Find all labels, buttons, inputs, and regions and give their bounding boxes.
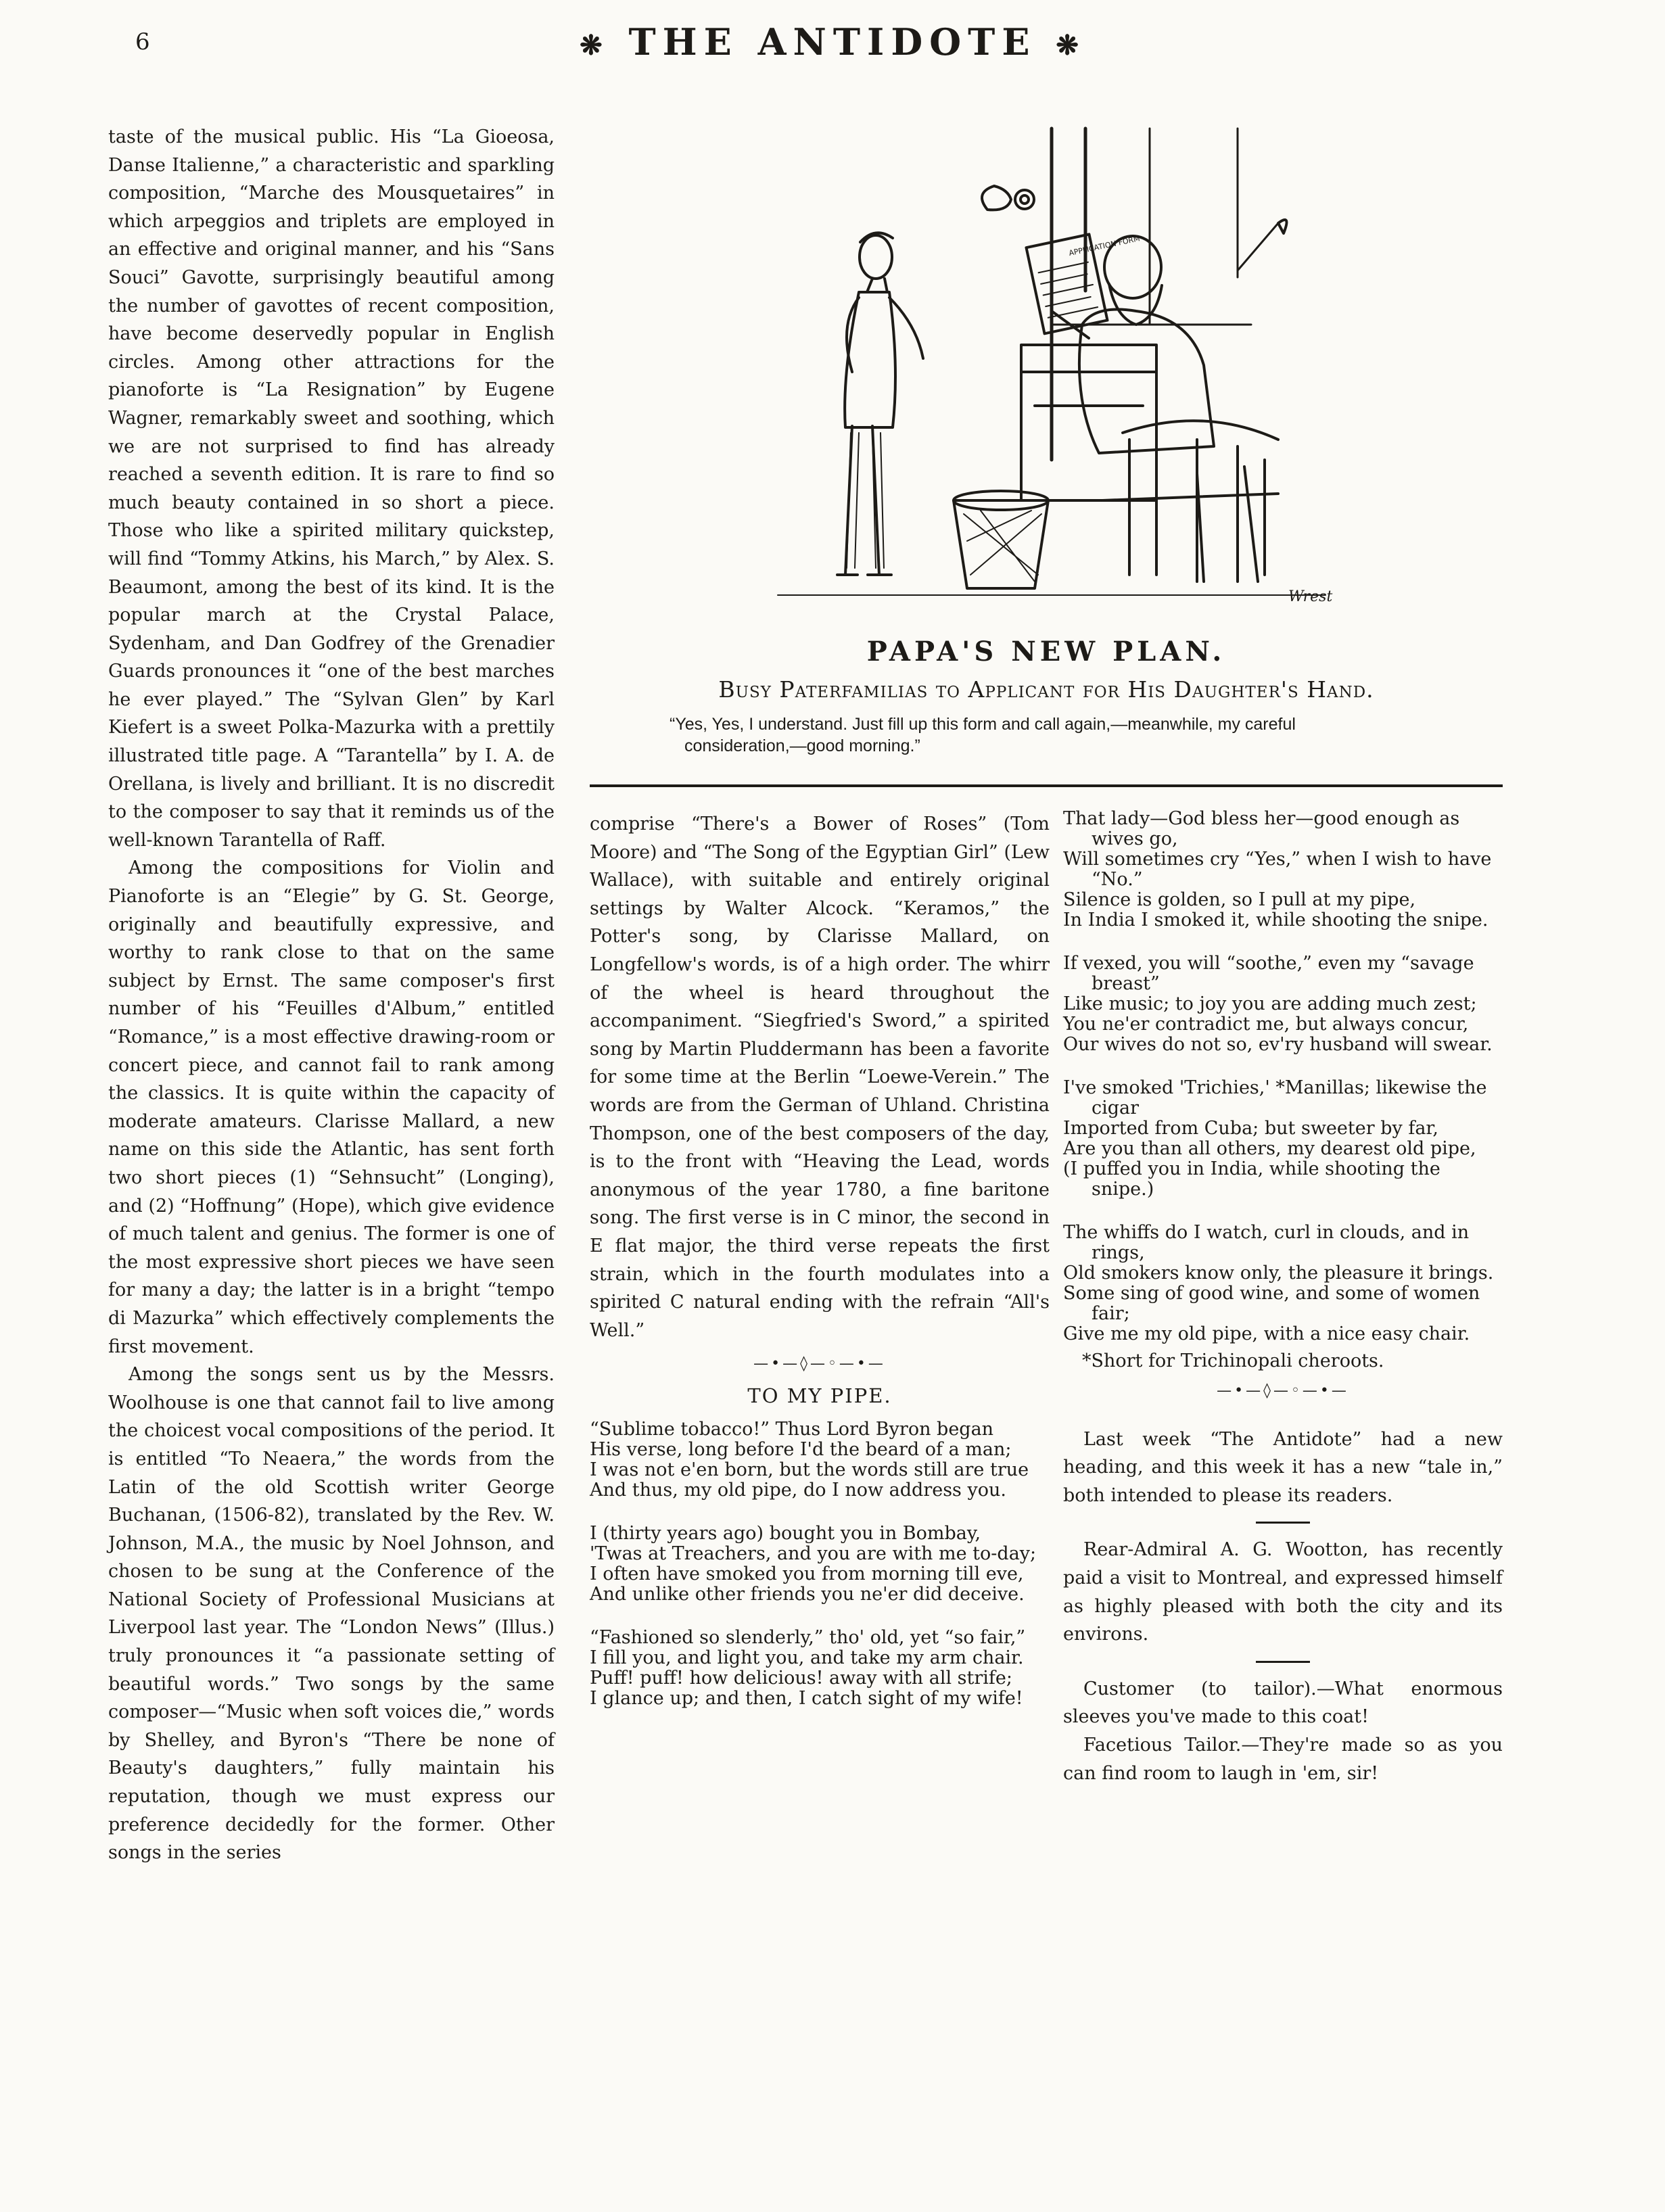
poem-line: Will sometimes cry “Yes,” when I wish to have “No.”	[1063, 849, 1492, 890]
poem-line: Are you than all others, my dearest old pipe,	[1063, 1138, 1476, 1159]
masthead-ornament-right: ❋	[1056, 29, 1085, 62]
news-item-admiral: Rear-Admiral A. G. Wootton, has recently paid a visit to Montreal, and expressed himself as highly pleased with both the city and its environs.	[1063, 1539, 1503, 1645]
poem-line: That lady—God bless her—good enough as wives go,	[1063, 808, 1460, 849]
cartoon-quote-line-1: “Yes, Yes, I understand. Just fill up this form and call again,—meanwhile, my careful	[670, 715, 1296, 734]
masthead	[0, 20, 1665, 64]
poem-line: I've smoked 'Trichies,' *Manillas; likewise the cigar	[1063, 1077, 1487, 1119]
poem-line: You ne'er contradict me, but always concur,	[1063, 1014, 1469, 1035]
poem-line: And thus, my old pipe, do I now address you.	[590, 1480, 1006, 1501]
poem-line: Give me my old pipe, with a nice easy chair.	[1063, 1323, 1470, 1344]
cartoon-illustration	[764, 122, 1339, 609]
left-column	[108, 123, 555, 1867]
poem-line: Silence is golden, so I pull at my pipe,	[1063, 889, 1416, 910]
poem-footnote: *Short for Trichinopali cheroots.	[1082, 1350, 1384, 1371]
cartoon-subtitle: Busy Paterfamilias to Applicant for His Daughter's Hand.	[718, 676, 1374, 703]
cartoon-form-text: APPLICATION FORM	[1068, 234, 1141, 258]
poem-line: Our wives do not so, ev'ry husband will swear.	[1063, 1034, 1493, 1055]
poem-stanza	[590, 1419, 1050, 1501]
poem-line: I often have smoked you from morning till eve,	[590, 1563, 1024, 1585]
poem-stanza	[590, 1628, 1050, 1709]
middle-prose: comprise “There's a Bower of Roses” (Tom Moore) and “The Song of the Egyptian Girl” (Lew Wallace), with suitable and entirely original settings by Walter Alcock. “Keramos,” the Potter's song, by Clarisse Mallard, on Longfellow's words, is of a high order. The whirr of the wheel is heard throughout the accompaniment. “Siegfried's Sword,” a spirited song by Martin Pluddermann has been a favorite for some time at the Berlin “Loewe-Verein.” The words are from the German of Uhland. Christina Thompson, one of the best composers of the day, is to the front with “Heaving the Lead, words anonymous of the year 1780, a fine baritone song. The first verse is in C minor, the second in E flat major, the third verse repeats the first strain, which in the fourth modulates into a spirited C natural ending with the refrain “All's Well.”	[590, 814, 1050, 1341]
poem-line: Puff! puff! how delicious! away with all strife;	[590, 1668, 1012, 1689]
right-column	[1063, 809, 1503, 1787]
poem-stanza	[1063, 1223, 1503, 1344]
poem-stanza	[1063, 1078, 1503, 1200]
poem-line: I was not e'en born, but the words still are true	[590, 1459, 1029, 1481]
joke-customer: Customer (to tailor).—What enormous sleeves you've made to this coat!	[1063, 1678, 1503, 1728]
poem-line: His verse, long before I'd the beard of a man;	[590, 1439, 1012, 1461]
cartoon-artist-signature: Wrest	[1288, 588, 1333, 605]
masthead-ornament-left: ❋	[580, 29, 609, 62]
news-item-antidote: Last week “The Antidote” had a new heading, and this week it has a new “tale in,” both intended to please its readers.	[1063, 1428, 1503, 1506]
poem-line: And unlike other friends you ne'er did deceive.	[590, 1584, 1025, 1605]
poem-line: Imported from Cuba; but sweeter by far,	[1063, 1118, 1438, 1139]
poem-line: (I puffed you in India, while shooting the snipe.)	[1063, 1158, 1440, 1200]
left-paragraph-3: Among the songs sent us by the Messrs. Woolhouse is one that cannot fail to live among the choicest vocal compositions of the period. It is entitled “To Neaera,” the words from the Latin of the old Scottish writer George Buchanan, (1506-82), translated by the Rev. W. Johnson, M.A., the music by Noel Johnson, and chosen to be sung at the Conference of the National Society of Professional Musicians at Liverpool last year. The “London News” (Illus.) truly pronounces it “a passionate setting of beautiful words.” Two songs by the same composer—“Music when soft voices die,” words by Shelley, and Byron's “There be none of Beauty's daughters,” fully maintain his reputation, though we must express our preference decidedly for the former. Other songs in the series	[108, 1364, 555, 1864]
poem-line: I (thirty years ago) bought you in Bombay,	[590, 1523, 981, 1545]
short-rule	[1256, 1522, 1310, 1524]
poem-line: 'Twas at Treachers, and you are with me to-day;	[590, 1543, 1037, 1565]
poem-line: Like music; to joy you are adding much zest;	[1063, 993, 1477, 1014]
joke-tailor: Facetious Tailor.—They're made so as you can find room to laugh in 'em, sir!	[1063, 1734, 1503, 1784]
poem-line: Old smokers know only, the pleasure it brings.	[1063, 1263, 1494, 1284]
cartoon-quote-line-2: consideration,—good morning.”	[684, 736, 920, 755]
poem-line: “Fashioned so slenderly,” tho' old, yet “so fair,”	[590, 1627, 1026, 1649]
middle-column	[590, 810, 1050, 1732]
poem-stanza	[1063, 809, 1503, 931]
poem-line: If vexed, you will “soothe,” even my “savage breast”	[1063, 953, 1474, 994]
page-number: 6	[135, 28, 150, 55]
left-paragraph-1: taste of the musical public. His “La Gioeosa, Danse Italienne,” a characteristic and sparkling composition, “Marche des Mousquetaires” in which arpeggios and triplets are employed in an effective and original manner, and his “Sans Souci” Gavotte, surprisingly beautiful among the number of gavottes of recent composition, have become deservedly popular in English circles. Among other attractions for the pianoforte is “La Resignation” by Eugene Wagner, remarkably sweet and soothing, which we are not surprised to find has already reached a seventh edition. It is rare to find so much beauty contained in so short a piece. Those who like a spirited military quickstep, will find “Tommy Atkins, his March,” by Alex. S. Beaumont, among the best of its kind. It is the popular march at the Crystal Palace, Sydenham, and Dan Godfrey of the Grenadier Guards pronounces it “one of the best marches he ever played.” The “Sylvan Glen” by Karl Kiefert is a sweet Polka-Mazurka with a prettily illustrated title page. A “Tarantella” by I. A. de Orellana, is lively and brilliant. It is no discredit to the composer to say that it reminds us of the well-known Tarantella of Raff.	[108, 126, 555, 851]
poem-right	[1063, 809, 1503, 1371]
poem-title: TO MY PIPE.	[747, 1384, 892, 1407]
poem-middle	[590, 1419, 1050, 1709]
cartoon-quote	[670, 713, 1461, 757]
right-ornament: —•—◊—◦—•—	[1217, 1382, 1349, 1399]
poem-stanza	[590, 1524, 1050, 1605]
masthead-title: THE ANTIDOTE	[628, 20, 1037, 64]
poem-line: Some sing of good wine, and some of women fair;	[1063, 1283, 1480, 1324]
section-divider	[590, 784, 1503, 787]
poem-line: The whiffs do I watch, curl in clouds, and in rings,	[1063, 1222, 1470, 1263]
cartoon-title: PAPA'S NEW PLAN.	[866, 636, 1226, 667]
short-rule	[1256, 1661, 1310, 1663]
poem-line: In India I smoked it, while shooting the snipe.	[1063, 910, 1488, 931]
left-paragraph-2: Among the compositions for Violin and Pianoforte is an “Elegie” by G. St. George, originally and beautifully expressive, and worthy to rank close to that on the same subject by Ernst. The same composer's first number of his “Feuilles d'Album,” entitled “Romance,” is a most effective drawing-room or concert piece, and cannot fail to rank among the classics. It is quite within the capacity of moderate amateurs. Clarisse Mallard, a new name on this side the Atlantic, has sent forth two short pieces (1) “Sehnsucht” (Longing), and (2) “Hoffnung” (Hope), which give evidence of much talent and genius. The former is one of the most expressive short pieces we have seen for many a day; the latter is in a bright “tempo di Mazurka” which effectively complements the first movement.	[108, 857, 555, 1357]
middle-ornament: —•—◊—◦—•—	[753, 1355, 886, 1373]
poem-line: I glance up; and then, I catch sight of my wife!	[590, 1688, 1023, 1710]
poem-stanza	[1063, 954, 1503, 1055]
poem-line: I fill you, and light you, and take my arm chair.	[590, 1647, 1024, 1669]
poem-line: “Sublime tobacco!” Thus Lord Byron began	[590, 1419, 994, 1440]
